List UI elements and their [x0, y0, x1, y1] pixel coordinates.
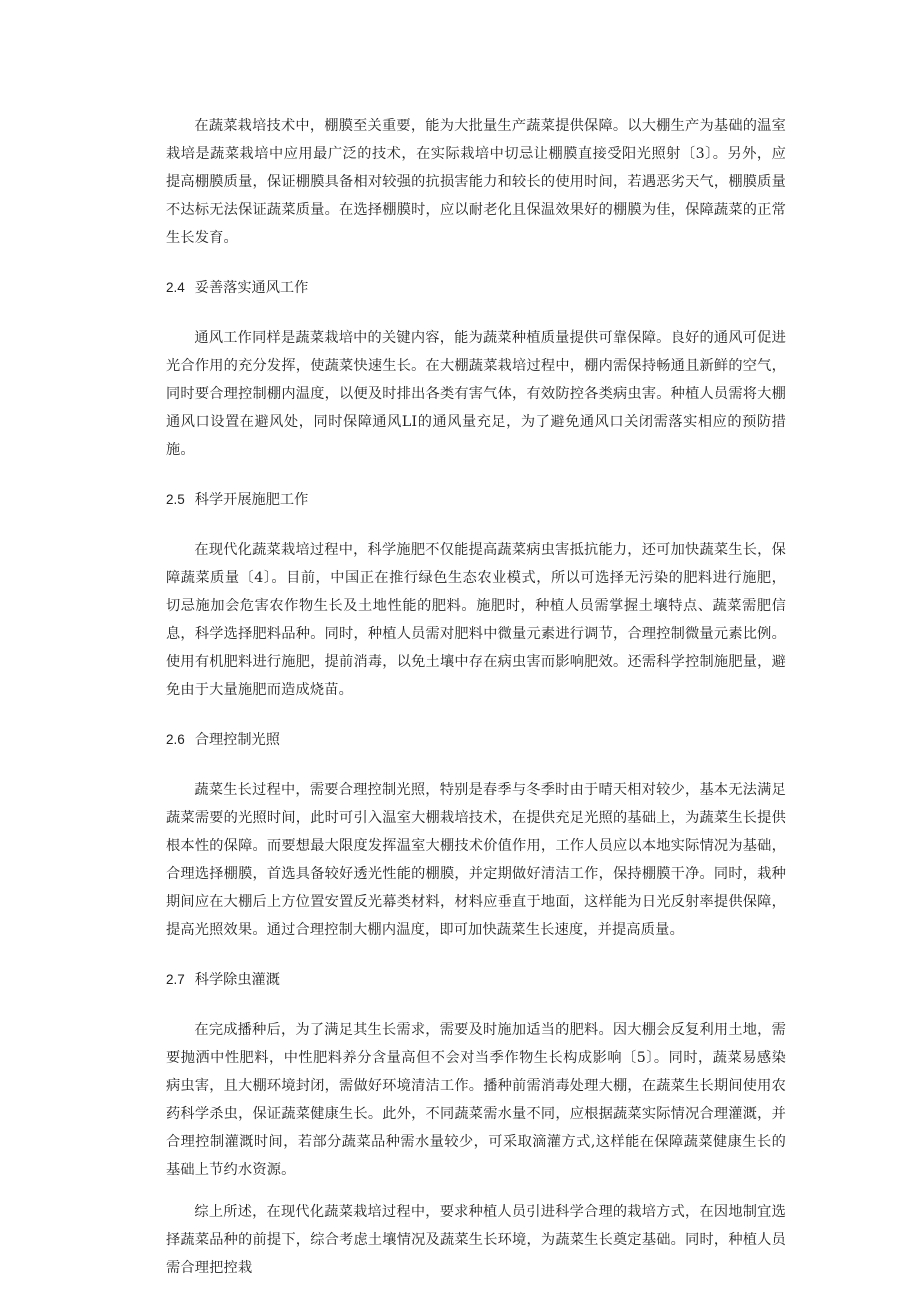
section-2-5-paragraph: 在现代化蔬菜栽培过程中，科学施肥不仅能提高蔬菜病虫害抵抗能力，还可加快蔬菜生长，保障蔬菜质量〔4〕。目前，中国正在推行绿色生态农业模式，所以可选择无污染的肥料进行施肥，切忌施加会危害农作物生长及土地性能的肥料。施肥时，种植人员需掌握土壤特点、蔬菜需肥信息，科学选择肥料品种。同时，种植人员需对肥料中微量元素进行调节，合理控制微量元素比例。使用有机肥料进行施肥，提前消毒，以免土壤中存在病虫害而影响肥效。还需科学控制施肥量，避免由于大量施肥而造成烧苗。 — [166, 542, 786, 698]
section-heading-2-7 — [166, 966, 786, 994]
section-number: 2.5 — [166, 492, 185, 507]
section-title: 科学除虫灌溉 — [194, 972, 280, 988]
section-2-7-paragraph: 在完成播种后，为了满足其生长需求，需要及时施加适当的肥料。因大棚会反复利用土地，需要抛洒中性肥料，中性肥料养分含量高但不会对当季作物生长构成影响〔5〕。同时，蔬菜易感染病虫害，且大棚环境封闭，需做好环境清洁工作。播种前需消毒处理大棚，在蔬菜生长期间使用农药科学杀虫，保证蔬菜健康生长。此外，不同蔬菜需水量不同，应根据蔬菜实际情况合理灌溉，并合理控制灌溉时间，若部分蔬菜品种需水量较少，可采取滴灌方式,这样能在保障蔬菜健康生长的基础上节约水资源。 — [166, 1022, 786, 1178]
section-2-6-paragraph: 蔬菜生长过程中，需要合理控制光照，特别是春季与冬季时由于晴天相对较少，基本无法满足蔬菜需要的光照时间，此时可引入温室大棚栽培技术，在提供充足光照的基础上，为蔬菜生长提供根本性的保障。而要想最大限度发挥温室大棚技术价值作用，工作人员应以本地实际情况为基础，合理选择棚膜，首选具备较好透光性能的棚膜，并定期做好清洁工作，保持棚膜干净。同时，栽种期间应在大棚后上方位置安置反光幕类材料，材料应垂直于地面，这样能为日光反射率提供保障，提高光照效果。通过合理控制大棚内温度，即可加快蔬菜生长速度，并提高质量。 — [166, 782, 786, 938]
section-number: 2.7 — [166, 972, 185, 987]
section-number: 2.4 — [166, 280, 185, 295]
section-title: 妥善落实通风工作 — [194, 280, 309, 296]
section-title: 合理控制光照 — [194, 732, 280, 748]
article-body — [166, 112, 786, 1282]
section-heading-2-5 — [166, 486, 786, 514]
conclusion-paragraph: 综上所述，在现代化蔬菜栽培过程中，要求种植人员引进科学合理的栽培方式，在因地制宜选择蔬菜品种的前提下，综合考虑土壤情况及蔬菜生长环境，为蔬菜生长奠定基础。同时，种植人员需合理把控栽 — [166, 1204, 786, 1276]
section-heading-2-6 — [166, 726, 786, 754]
intro-paragraph: 在蔬菜栽培技术中，棚膜至关重要，能为大批量生产蔬菜提供保障。以大棚生产为基础的温室栽培是蔬菜栽培中应用最广泛的技术，在实际栽培中切忌让棚膜直接受阳光照射〔3〕。另外，应提高棚膜质量，保证棚膜具备相对较强的抗损害能力和较长的使用时间，若遇恶劣天气，棚膜质量不达标无法保证蔬菜质量。在选择棚膜时，应以耐老化且保温效果好的棚膜为佳，保障蔬菜的正常生长发育。 — [166, 118, 786, 246]
section-heading-2-4 — [166, 274, 786, 302]
section-number: 2.6 — [166, 732, 185, 747]
section-title: 科学开展施肥工作 — [194, 492, 309, 508]
section-2-4-paragraph: 通风工作同样是蔬菜栽培中的关键内容，能为蔬菜种植质量提供可靠保障。良好的通风可促进光合作用的充分发挥，使蔬菜快速生长。在大棚蔬菜栽培过程中，棚内需保持畅通且新鲜的空气，同时要合理控制棚内温度，以便及时排出各类有害气体，有效防控各类病虫害。种植人员需将大棚通风口设置在避风处，同时保障通风LI的通风量充足，为了避免通风口关闭需落实相应的预防措施。 — [166, 330, 786, 458]
